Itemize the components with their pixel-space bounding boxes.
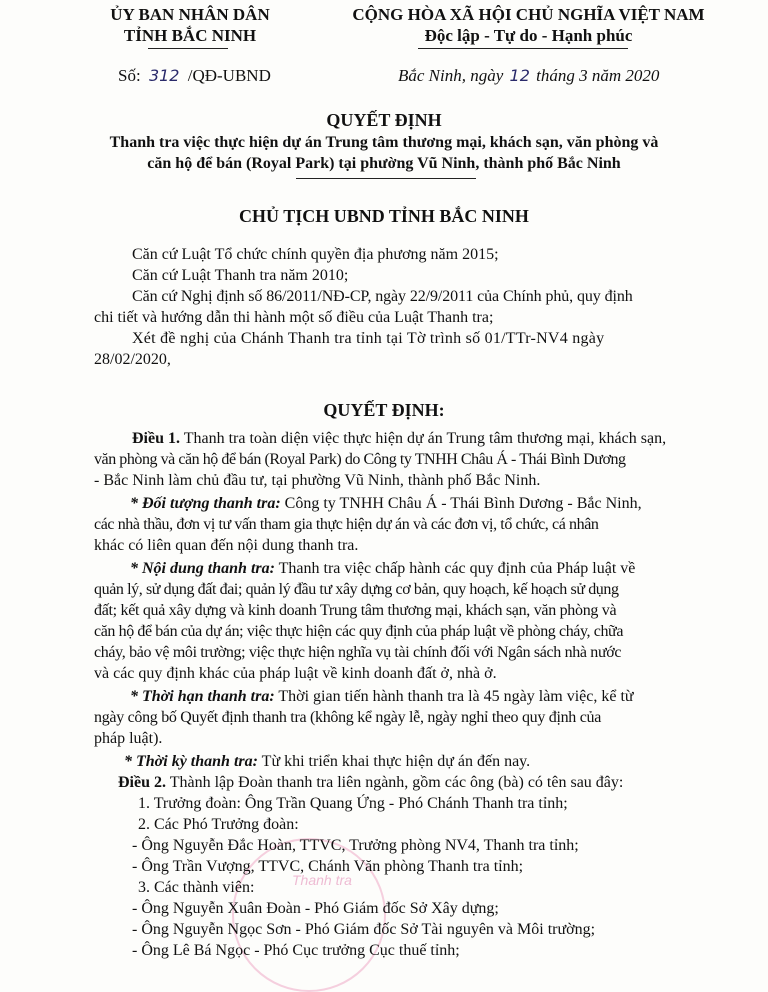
member-line: - Ông Nguyễn Xuân Đoàn - Phó Giám đốc Sở Xây dựng; <box>132 900 499 917</box>
basis-line: chi tiết và hướng dẫn thi hành một số điều của Luật Thanh tra; <box>94 309 494 326</box>
member-line: - Ông Lê Bá Ngọc - Phó Cục trưởng Cục thuế tỉnh; <box>132 942 460 959</box>
handwritten-number: 312 <box>148 66 180 85</box>
basis-line: 28/02/2020, <box>94 351 171 368</box>
legal-bases <box>94 244 696 370</box>
inspection-content: * Nội dung thanh tra: Thanh tra việc chấp hành các quy định của Pháp luật về quản lý, sử dụng đất đai; quản lý đầu tư xây dựng cơ bản, quy hoạch, kế hoạch sử dụng đất; kết quả xây dựng và kinh doanh Trung tâm thương mại, khách sạn, văn phòng và căn hộ để bán của dự án; việc thực hiện các quy định của pháp luật về phòng cháy, chữa cháy, bảo vệ môi trường; việc thực hiện nghĩa vụ tài chính đối với Ngân sách nhà nước và các quy định khác của pháp luật về kinh doanh đất ở, nhà ở. <box>94 560 636 682</box>
subject-underline <box>296 178 476 179</box>
inspection-subject: * Đối tượng thanh tra: Công ty TNHH Châu Á - Thái Bình Dương - Bắc Ninh, các nhà thầu, đơn vị tư vấn tham gia thực hiện dự án và các đơn vị, tổ chức, cá nhân khác có liên quan đến nội dung thanh tra. <box>94 495 642 554</box>
member-line: 3. Các thành viên: <box>138 879 255 896</box>
issue-date: Bắc Ninh, ngày 12 tháng 3 năm 2020 <box>398 66 660 85</box>
decision-body <box>94 428 706 961</box>
watermark-text: Thanh tra <box>292 872 352 888</box>
inspection-period: * Thời kỳ thanh tra: Từ khi triển khai thực hiện dự án đến nay. <box>124 753 531 770</box>
agency-name: ỦY BAN NHÂN DÂN TỈNH BẮC NINH <box>110 5 270 45</box>
issuing-authority: CHỦ TỊCH UBND TỈNH BẮC NINH <box>239 206 529 226</box>
member-line: - Ông Nguyễn Ngọc Sơn - Phó Giám đốc Sở Tài nguyên và Môi trường; <box>132 921 596 938</box>
subject: Thanh tra việc thực hiện dự án Trung tâm thương mại, khách sạn, văn phòng và căn hộ để bán (Royal Park) tại phường Vũ Ninh, thành phố Bắc Ninh <box>109 134 659 172</box>
member-line: 1. Trưởng đoàn: Ông Trần Quang Ứng - Phó Chánh Thanh tra tỉnh; <box>138 795 568 812</box>
article-1: Điều 1. Thanh tra toàn diện việc thực hiện dự án Trung tâm thương mại, khách sạn, văn phòng và căn hộ để bán (Royal Park) do Công ty TNHH Châu Á - Thái Bình Dương - Bắc Ninh làm chủ đầu tư, tại phường Vũ Ninh, thành phố Bắc Ninh. <box>94 430 667 489</box>
handwritten-day: 12 <box>509 66 530 85</box>
basis-line: Căn cứ Nghị định số 86/2011/NĐ-CP, ngày 22/9/2011 của Chính phủ, quy định <box>132 288 633 305</box>
article-2-label: Điều 2. <box>118 774 166 791</box>
motto-underline <box>418 48 628 49</box>
basis-line: Căn cứ Luật Tổ chức chính quyền địa phương năm 2015; <box>132 246 499 263</box>
inspection-duration: * Thời hạn thanh tra: Thời gian tiến hành thanh tra là 45 ngày làm việc, kể từ ngày công bố Quyết định thanh tra (không kể ngày lễ, ngày nghỉ theo quy định của pháp luật). <box>94 688 634 747</box>
national-motto: CỘNG HÒA XÃ HỘI CHỦ NGHĨA VIỆT NAM Độc lập - Tự do - Hạnh phúc <box>352 5 705 45</box>
decide-heading: QUYẾT ĐỊNH: <box>323 400 445 420</box>
member-line: 2. Các Phó Trưởng đoàn: <box>138 816 299 833</box>
decision-number: Số: 312 /QĐ-UBND <box>118 66 271 85</box>
basis-line: Căn cứ Luật Thanh tra năm 2010; <box>132 267 349 284</box>
agency-underline <box>148 48 228 49</box>
doc-type: QUYẾT ĐỊNH <box>326 110 442 130</box>
basis-line: Xét đề nghị của Chánh Thanh tra tỉnh tại Tờ trình số 01/TTr-NV4 ngày <box>132 330 605 347</box>
member-line: - Ông Nguyễn Đắc Hoàn, TTVC, Trưởng phòng NV4, Thanh tra tỉnh; <box>132 837 579 854</box>
article-1-label: Điều 1. <box>132 430 180 447</box>
member-line: - Ông Trần Vượng, TTVC, Chánh Văn phòng Thanh tra tỉnh; <box>132 858 524 875</box>
article-2: Điều 2. Thành lập Đoàn thanh tra liên ngành, gồm các ông (bà) có tên sau đây: 1. Trưởng đoàn: Ông Trần Quang Ứng - Phó Chánh Thanh tra tỉnh; 2. Các Phó Trưởng đoàn: - Ông Nguyễn Đắc Hoàn, TTVC, Trưởng phòng NV4, Thanh tra tỉnh; - Ông Trần Vượng, TTVC, Chánh Văn phòng Thanh tra tỉnh; 3. Các thành viên: - Ông Nguyễn Xuân Đoàn - Phó Giám đốc Sở Xây dựng; - Ông Nguyễn Ngọc Sơn - Phó Giám đốc Sở Tài nguyên và Môi trường; - Ông Lê Bá Ngọc - Phó Cục trưởng Cục thuế tỉnh; <box>94 772 706 961</box>
